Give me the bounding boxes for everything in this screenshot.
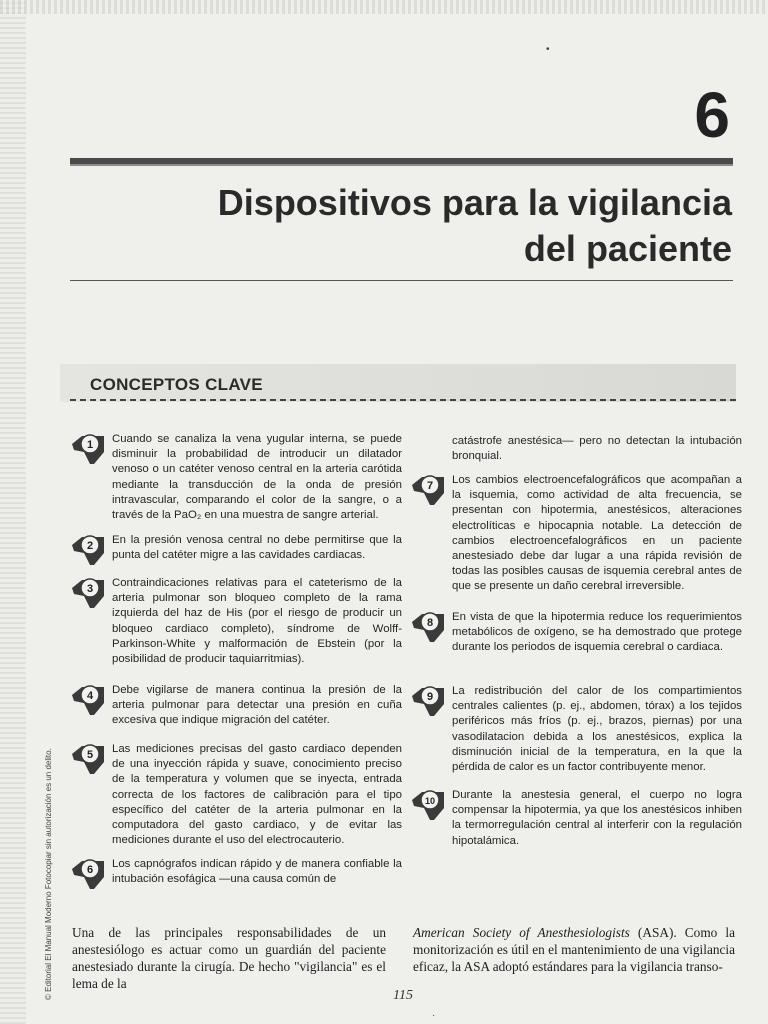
concept-continuation	[452, 434, 742, 464]
concept-item	[452, 684, 742, 775]
scan-edge-shading	[0, 0, 26, 1024]
concept-marker-icon	[70, 740, 106, 776]
copyright-notice: © Editorial El Manual Moderno Fotocopiar sin autorización es un delito.	[44, 748, 53, 1000]
concept-item	[112, 742, 402, 848]
concept-number: 2	[86, 540, 94, 552]
concept-number: 4	[86, 690, 94, 702]
concept-number: 9	[426, 691, 434, 703]
concept-text: En vista de que la hipotermia reduce los requerimientos metabólicos de oxígeno, se ha demostrado que protege durante los periodos de isquemia cerebral o cardiaca.	[452, 611, 742, 654]
body-paragraph-left: Una de las principales responsabilidades de un anestesiólogo es actuar como un guardián del paciente anestesiado durante la cirugía. De hecho "vigilancia" es el lema de la	[72, 925, 386, 991]
concept-item	[452, 610, 742, 656]
concept-continuation-text: catástrofe anestésica— pero no detectan la intubación bronquial.	[452, 435, 742, 463]
concept-marker-icon	[70, 430, 106, 466]
concept-item	[112, 576, 402, 667]
concept-marker-icon	[70, 681, 106, 717]
body-paragraph-right	[413, 924, 735, 975]
concept-number: 3	[86, 583, 94, 595]
concept-text: En la presión venosa central no debe permitirse que la punta del catéter migre a las cavidades cardiacas.	[112, 534, 402, 562]
concept-marker-icon	[410, 786, 446, 822]
concept-item	[112, 432, 402, 523]
concept-number: 5	[86, 749, 94, 761]
chapter-rule-thin	[70, 280, 733, 281]
concept-item	[112, 533, 402, 563]
scan-speck: ·	[432, 1010, 436, 1021]
concept-item	[112, 683, 402, 729]
concept-marker-icon	[410, 682, 446, 718]
concept-number: 7	[426, 480, 434, 492]
key-concepts-divider	[70, 399, 736, 401]
concept-text: Los capnógrafos indican rápido y de manera confiable la intubación esofágica —una causa común de	[112, 858, 402, 886]
chapter-rule-thick	[70, 158, 733, 166]
concept-number: 1	[86, 439, 94, 451]
chapter-title-line-2: del paciente	[523, 228, 732, 269]
concept-text: Debe vigilarse de manera continua la presión de la arteria pulmonar para detectar una presión en cuña excesiva que indique migración del catéter.	[112, 684, 402, 727]
concept-text: Durante la anestesia general, el cuerpo no logra compensar la hipotermia, ya que los anestésicos inhiben la termorregulación central al interferir con la regulación hipotalámica.	[452, 789, 742, 847]
concept-item	[452, 788, 742, 849]
concept-number: 6	[86, 864, 94, 876]
concept-marker-icon	[410, 471, 446, 507]
concept-text: La redistribución del calor de los compartimientos centrales calientes (p. ej., abdomen, tórax) a los tejidos periféricos más fríos (p. ej., brazos, piernas) por una vasodilatacion debida a los anestésicos, explica la disminución inicial de la temperatura, en la que la pérdida de calor es un factor contribuyente menor.	[452, 685, 742, 774]
scan-speck: •	[546, 44, 550, 55]
concept-marker-icon	[410, 608, 446, 644]
body-paragraph-right-text: (ASA). Como la monitorización es útil en el mantenimiento de una vigilancia eficaz, la ASA adoptó estándares para la vigilancia transo-	[413, 925, 736, 974]
chapter-title	[218, 180, 732, 272]
chapter-number: 6	[694, 79, 730, 151]
concept-number: 8	[426, 617, 434, 629]
concept-item	[452, 473, 742, 595]
concept-text: Las mediciones precisas del gasto cardiaco dependen de una inyección rápida y suave, conocimiento preciso de la temperatura y volumen que se inyecta, entrada correcta de los factores de calibración para el tipo específico del catéter de la arteria pulmonar en la computadora del gasto cardiaco, y de evitar las mediciones durante el uso del electrocauterio.	[112, 743, 402, 847]
concept-text: Contraindicaciones relativas para el cateterismo de la arteria pulmonar son bloqueo completo de la rama izquierda del haz de His (por el riesgo de producir un bloqueo cardiaco completo), síndrome de Wolff-Parkinson-White y malformación de Ebstein (por la posibilidad de producir taquiarritmias).	[112, 577, 402, 666]
concept-item	[112, 857, 402, 887]
concept-text: Los cambios electroencefalográficos que acompañan a la isquemia, como actividad de alta frecuencia, se presentan con hipotermia, anestésicos, alteraciones electrolíticas e hipocapnia notable. La detección de cambios electroencefalográficos en un paciente anestesiado debe dar lugar a una rápida revisión de todas las posibles causas de isquemia cerebral antes de que se presente un daño cerebral irreversible.	[452, 474, 742, 593]
concept-number: 10	[424, 796, 436, 806]
concept-marker-icon	[70, 855, 106, 891]
page-number: 115	[393, 988, 413, 1003]
body-society-name: American Society of Anesthesiologists	[413, 925, 630, 940]
scan-top-shading	[0, 0, 768, 14]
key-concepts-heading: CONCEPTOS CLAVE	[90, 375, 263, 394]
concept-marker-icon	[70, 574, 106, 610]
concept-marker-icon	[70, 531, 106, 567]
concept-text: Cuando se canaliza la vena yugular interna, se puede disminuir la probabilidad de introducir un dilatador venoso o un catéter venoso central en la arteria carótida mediante la transducción de la onda de presión intravascular, comparando el color de la sangre, o a través de la PaO₂ en una muestra de sangre arterial.	[112, 433, 402, 522]
chapter-title-line-1: Dispositivos para la vigilancia	[217, 182, 732, 223]
